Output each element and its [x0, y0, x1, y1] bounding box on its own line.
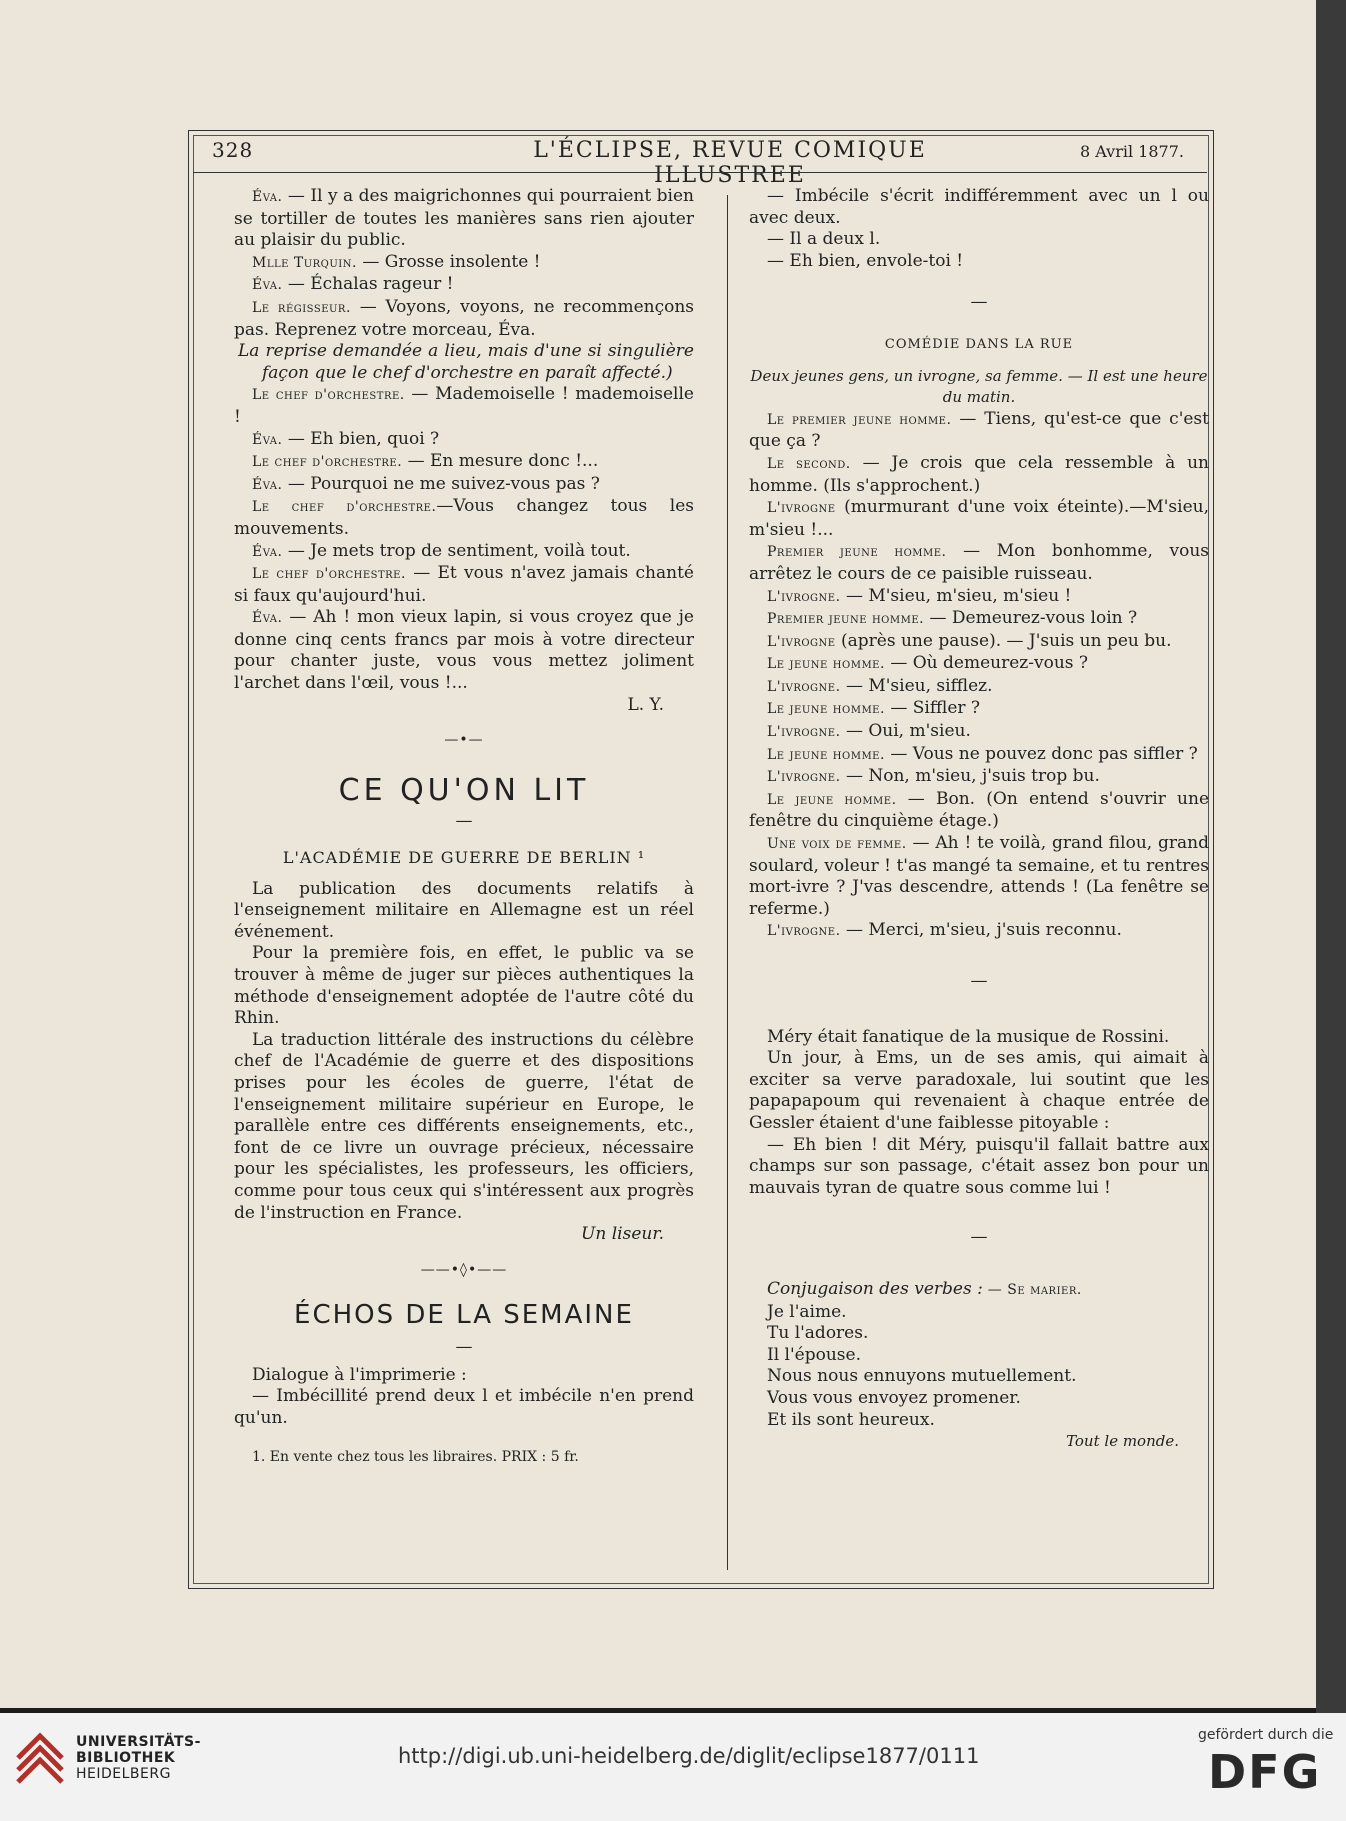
- paragraph: L'ivrogne. — M'sieu, m'sieu, m'sieu !: [767, 585, 1072, 606]
- paragraph: Le jeune homme. — Bon. (On entend s'ouvrir une fenêtre du cinquième étage.): [749, 788, 1210, 832]
- paragraph: Éva. — Ah ! mon vieux lapin, si vous croyez que je donne cinq cents francs par mois à votre directeur pour chanter juste, vous vous mettez joliment l'archet dans l'œil, vous !...: [234, 607, 694, 694]
- paragraph: Le chef d'orchestre. — En mesure donc !...: [252, 451, 599, 472]
- library-name: UNIVERSITÄTS- BIBLIOTHEK HEIDELBERG: [76, 1734, 201, 1782]
- verse-line: Il l'épouse.: [767, 1344, 861, 1365]
- paragraph: Éva. — Pourquoi ne me suivez-vous pas ?: [252, 473, 600, 494]
- masthead: L'ÉCLIPSE, REVUE COMIQUE ILLUSTREE: [533, 138, 927, 188]
- paragraph: Dialogue à l'imprimerie :: [252, 1364, 467, 1385]
- separator: —: [970, 292, 988, 313]
- column-rule: [727, 195, 728, 1570]
- issue-date: 8 Avril 1877.: [1080, 142, 1184, 161]
- paragraph: Premier jeune homme. — Mon bonhomme, vous arrêtez le cours de ce paisible ruisseau.: [749, 541, 1209, 584]
- paragraph: Pour la première fois, en effet, le public va se trouver à même de juger sur pièces authentiques la méthode d'enseignement adoptée de l'autre côté du Rhin.: [234, 943, 694, 1029]
- paragraph: — Imbécile s'écrit indifféremment avec un l ou avec deux.: [749, 186, 1209, 228]
- header-rule: [193, 172, 1207, 173]
- page-number: 328: [212, 138, 254, 162]
- section-title: ÉCHOS DE LA SEMAINE: [294, 1300, 634, 1331]
- paragraph: — Il a deux l.: [767, 229, 881, 250]
- left-column: [234, 186, 694, 1469]
- right-column: [749, 186, 1209, 1453]
- signature: L. Y.: [627, 694, 664, 715]
- footnote: 1. En vente chez tous les libraires. PRIX : 5 fr.: [252, 1449, 579, 1466]
- paragraph: Le jeune homme. — Siffler ?: [767, 698, 981, 719]
- verse-line: Et ils sont heureux.: [767, 1409, 935, 1430]
- paragraph: L'ivrogne. — Merci, m'sieu, j'suis reconnu.: [767, 920, 1122, 941]
- paragraph: Un jour, à Ems, un de ses amis, qui aimait à exciter sa verve paradoxale, lui soutint que les papapapoum qui revenaient à chaque entrée de Gessler étaient d'une faiblesse pitoyable :: [749, 1048, 1209, 1133]
- ornament: ——•◊•——: [420, 1261, 508, 1278]
- verse-line: Vous vous envoyez promener.: [767, 1387, 1021, 1408]
- paragraph: Le régisseur. — Voyons, voyons, ne recommençons pas. Reprenez votre morceau, Éva.: [234, 296, 695, 340]
- paragraph: La traduction littérale des instructions du célèbre chef de l'Académie de guerre et des dispositions prises pour les écoles de guerre, l'état de l'enseignement militaire supérieur en Europe, le parallèle entre ces différents enseignements, etc., font de ce livre un ouvrage précieux, nécessaire pour les spécialistes, les professeurs, les officiers, comme pour tous ceux qui s'intéressent aux progrès de l'instruction en France.: [234, 1029, 694, 1223]
- stage-direction: La reprise demandée a lieu, mais d'une si singulière façon que le chef d'orchestre en paraît affecté.): [238, 341, 694, 383]
- verse-line: Nous nous ennuyons mutuellement.: [767, 1366, 1077, 1387]
- dfg-logo: DFG: [1208, 1745, 1322, 1799]
- signature: Tout le monde.: [1066, 1432, 1179, 1451]
- paragraph: Éva. — Je mets trop de sentiment, voilà tout.: [252, 540, 631, 561]
- paragraph: — Eh bien ! dit Méry, puisqu'il fallait battre aux champs sur son passage, c'était assez bon pour un mauvais tyran de quatre sous comme lui !: [749, 1134, 1209, 1198]
- library-logo-icon: [14, 1728, 66, 1788]
- paragraph: L'ivrogne. — M'sieu, sifflez.: [767, 675, 993, 696]
- paragraph: Le premier jeune homme. — Tiens, qu'est-ce que c'est que ça ?: [749, 408, 1209, 452]
- paragraph: Le second. — Je crois que cela ressemble à un homme. (Ils s'approchent.): [749, 452, 1209, 496]
- ornament: —•—: [444, 732, 484, 749]
- paragraph: Le chef d'orchestre. — Mademoiselle ! mademoiselle !: [234, 384, 694, 427]
- permalink[interactable]: http://digi.ub.uni-heidelberg.de/diglit/eclipse1877/0111: [398, 1744, 980, 1768]
- article-title: L'ACADÉMIE DE GUERRE DE BERLIN ¹: [282, 848, 646, 868]
- paragraph: La publication des documents relatifs à l'enseignement militaire en Allemagne est un réel événement.: [234, 878, 694, 942]
- funding-note: gefördert durch die: [1198, 1727, 1334, 1743]
- paragraph: L'ivrogne. — Oui, m'sieu.: [767, 721, 971, 742]
- stage-direction: Deux jeunes gens, un ivrogne, sa femme. — Il est une heure du matin.: [750, 366, 1208, 407]
- article-title: COMÉDIE DANS LA RUE: [884, 336, 1074, 352]
- paragraph: — Imbécillité prend deux l et imbécile n'en prend qu'un.: [234, 1386, 694, 1428]
- paragraph: Mlle Turquin. — Grosse insolente !: [252, 251, 541, 272]
- paragraph: Le jeune homme. — Où demeurez-vous ?: [767, 653, 1089, 674]
- paragraph: Le chef d'orchestre. — Et vous n'avez jamais chanté si faux qu'aujourd'hui.: [234, 563, 694, 606]
- paragraph: Premier jeune homme. — Demeurez-vous loin ?: [767, 608, 1138, 629]
- paragraph: L'ivrogne. — Non, m'sieu, j'suis trop bu.: [767, 766, 1100, 787]
- section-title: CE QU'ON LIT: [338, 772, 590, 808]
- separator: —: [970, 971, 988, 991]
- paragraph: Méry était fanatique de la musique de Rossini.: [767, 1026, 1170, 1047]
- paragraph: L'ivrogne (après une pause). — J'suis un peu bu.: [767, 630, 1172, 651]
- separator: —: [455, 811, 473, 832]
- paragraph: Éva. — Eh bien, quoi ?: [252, 428, 440, 449]
- paragraph: Le jeune homme. — Vous ne pouvez donc pas siffler ?: [767, 743, 1198, 764]
- verse-line: Je l'aime.: [767, 1301, 847, 1322]
- paragraph: Éva. — Échalas rageur !: [252, 274, 454, 295]
- verse-line: Tu l'adores.: [767, 1323, 869, 1344]
- paragraph: L'ivrogne (murmurant d'une voix éteinte).—M'sieu, m'sieu !...: [749, 497, 1209, 540]
- paragraph: Conjugaison des verbes : — Se marier.: [767, 1278, 1082, 1299]
- paragraph: — Eh bien, envole-toi !: [767, 250, 964, 271]
- paragraph: Une voix de femme. — Ah ! te voilà, grand filou, grand soulard, voleur ! t'as mangé ta semaine, et tu rentres mort-ivre ? J'vas descendre, attends ! (La fenêtre se referme.): [749, 833, 1210, 919]
- separator: —: [455, 1336, 473, 1357]
- paragraph: Le chef d'orchestre.—Vous changez tous les mouvements.: [234, 496, 694, 539]
- separator: —: [970, 1227, 988, 1248]
- page-edge: [1316, 0, 1346, 1713]
- signature: Un liseur.: [581, 1224, 664, 1245]
- paragraph: Éva. — Il y a des maigrichonnes qui pourraient bien se tortiller de toutes les manières sans rien ajouter au plaisir du public.: [234, 186, 694, 251]
